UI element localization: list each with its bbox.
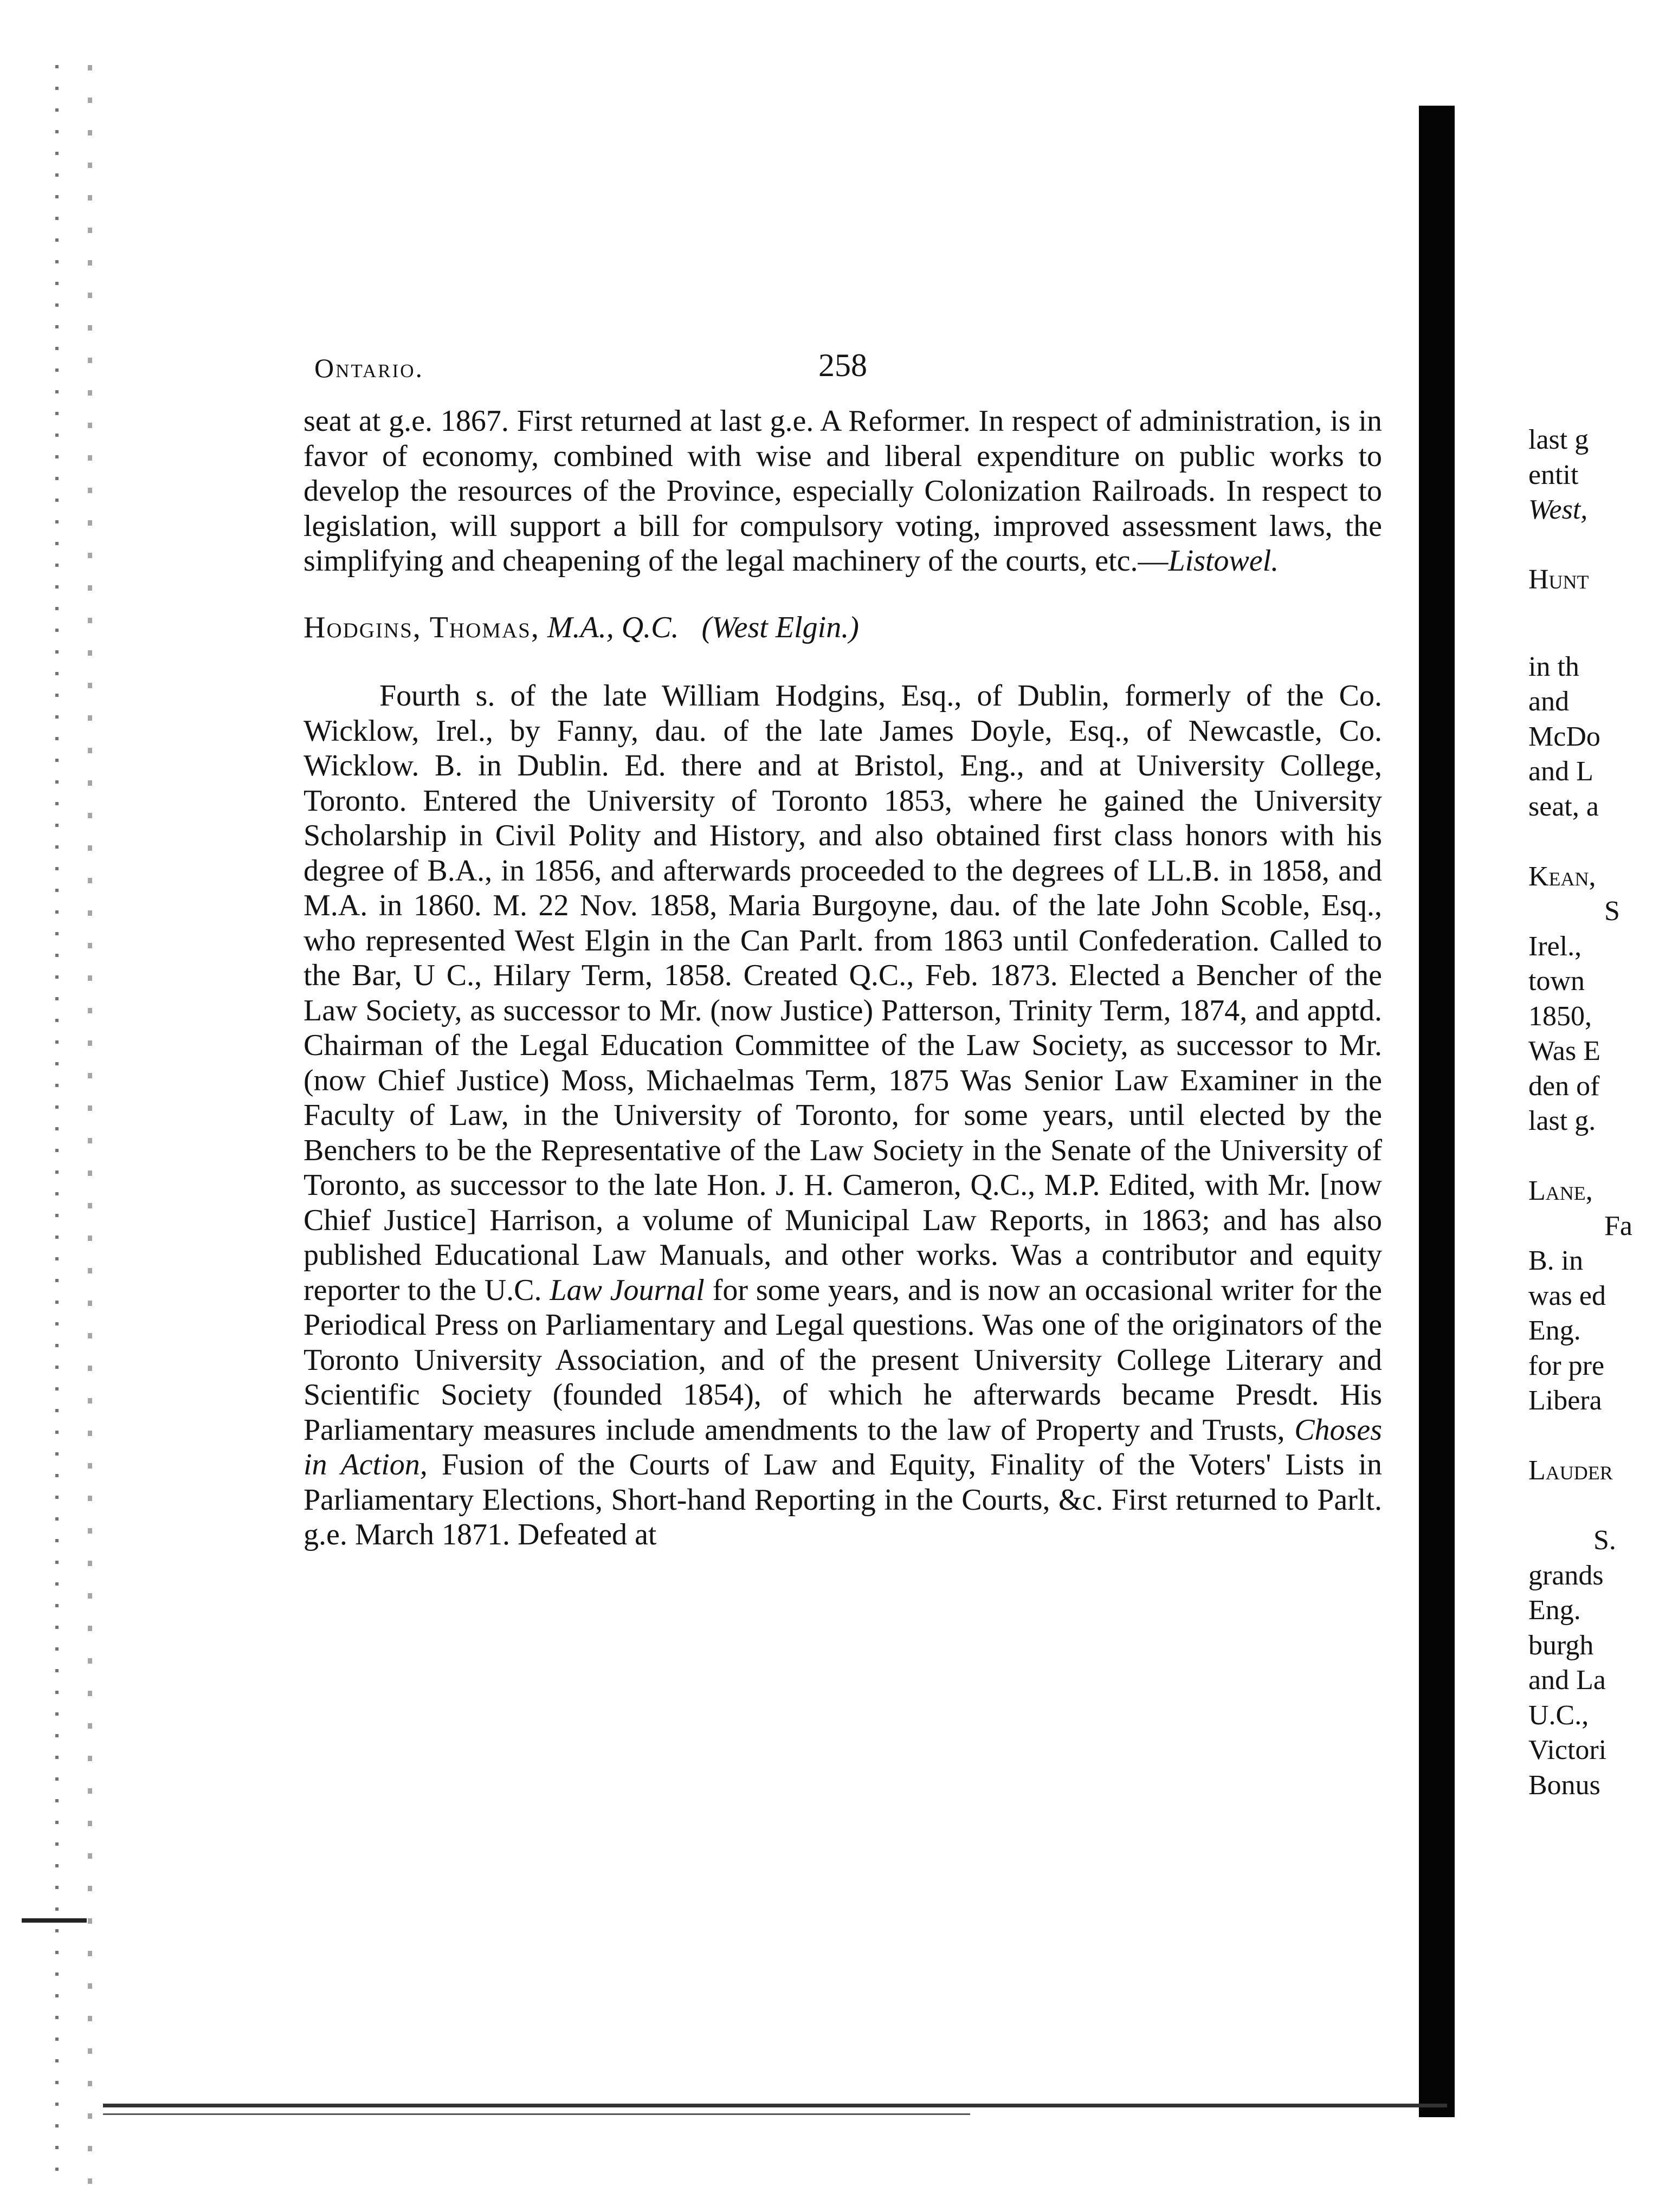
fragment-line: West, — [1528, 494, 1588, 525]
running-head: Ontario. — [314, 353, 424, 383]
fragment-heading: Lauder — [1528, 1455, 1613, 1486]
main-text-column — [304, 404, 1382, 1553]
fragment-gap — [1528, 824, 1672, 859]
fragment-line: grands — [1528, 1560, 1604, 1591]
fragment-line: Victori — [1528, 1735, 1607, 1765]
fragment-line: Fa — [1604, 1210, 1632, 1241]
fragment-line: last g. — [1528, 1105, 1596, 1136]
fragment-line: Was E — [1528, 1036, 1600, 1066]
fragment-gap — [1528, 1489, 1672, 1524]
scan-margin-mark — [22, 1918, 87, 1923]
scan-left-edge-artifacts — [39, 65, 104, 2189]
fragment-line: was ed — [1528, 1280, 1606, 1311]
page-number: 258 — [818, 347, 867, 383]
continuation-place: Listowel. — [1168, 544, 1279, 578]
fragment-gap — [1528, 1419, 1672, 1454]
bio-part-4: Choses in Action, — [304, 1413, 1382, 1482]
fragment-line: in th — [1528, 651, 1579, 682]
book-gutter-shadow — [1419, 106, 1455, 2117]
biography-paragraph — [304, 678, 1382, 1553]
fragment-line: Eng. — [1528, 1595, 1581, 1626]
entry-degrees: M.A., Q.C. — [547, 610, 679, 644]
fragment-line: and La — [1528, 1665, 1606, 1696]
fragment-line: McDo — [1528, 721, 1600, 752]
adjacent-page-column — [1528, 423, 1672, 2113]
page-bottom-rule-secondary — [103, 2113, 970, 2115]
fragment-line: Eng. — [1528, 1315, 1581, 1346]
fragment-line: entit — [1528, 459, 1579, 490]
fragment-line: den of — [1528, 1070, 1600, 1102]
fragment-line: Irel., — [1528, 930, 1582, 962]
fragment-gap — [1528, 1139, 1672, 1174]
bio-part-1: Fourth s. of the late William Hodgins, Esq., of Dublin, formerly of the Co. Wicklow, Irel., by Fanny, dau. of the late James Doyle, Esq., of Newcastle, Co. Wicklow. B. in Dublin. Ed. there and at Bristol, Eng., and at University College, Toronto. Entered the University of Toronto 1853, where he gained the University Scholarship in Civil Polity and History, and also obtained first class honors with his degree of B.A., in 1856, and afterwards proceeded to the degrees of LL.B. in 1858, and M.A. in 1860. M. 22 Nov. 1858, Maria Burgoyne, dau. of the late John Scoble, Esq., who represented West Elgin in the Can Parlt. from 1863 until Confederation. Called to the Bar, U C., Hilary Term, 1858. Created Q.C., Feb. 1873. Elected a Bencher of the Law Society, as successor to Mr. (now Justice) Patterson, Trinity Term, 1874, and apptd. Chairman of the Legal Education Committee of the Law Society, as successor to Mr. (now Chief Justice) Moss, Michaelmas Term, 1875 Was Senior Law Examiner in the Faculty of Law, in the University of Toronto, for some years, until elected by the Benchers to be the Representative of the Law Society in the Senate of the University of Toronto, as successor to the late Hon. J. H. Cameron, Q.C., M.P. Edited, with Mr. [now Chief Justice] Harrison, a volume of Municipal Law Reports, in 1863; and has also published Educational Law Manuals, and other works. Was a contributor and equity reporter to the U.C. — [304, 679, 1382, 1307]
fragment-line: last g — [1528, 424, 1589, 455]
fragment-line: burgh — [1528, 1629, 1594, 1661]
page-bottom-rule — [103, 2104, 1447, 2107]
fragment-line: 1850, — [1528, 1000, 1592, 1032]
fragment-heading: Lane, — [1528, 1175, 1593, 1206]
fragment-heading: Kean, — [1528, 861, 1596, 892]
fragment-line: S. — [1593, 1525, 1616, 1556]
bio-part-2: Law Journal — [550, 1273, 705, 1307]
bio-part-3: for some years, and is now an occasional writer for the Periodical Press on Parliamentary and Legal questions. Was one of the originators of the Toronto University Association, and of the present University College Literary and Scientific Society (founded 1854), of which he afterwards became Presdt. His Parliamentary measures include amendments to the law of Property and Trusts, — [304, 1273, 1382, 1447]
fragment-line: for pre — [1528, 1350, 1605, 1381]
fragment-line: and — [1528, 686, 1570, 717]
fragment-line: Bonus — [1528, 1769, 1600, 1801]
fragment-line: S — [1604, 896, 1620, 927]
continuation-paragraph — [304, 404, 1382, 579]
entry-heading — [304, 610, 1382, 645]
bio-part-5: Fusion of the Courts of Law and Equity, Finality of the Voters' Lists in Parliamentary Elections, Short-hand Reporting in the Courts, &c. First returned to Parlt. g.e. March 1871. Defeated at — [304, 1448, 1382, 1551]
fragment-gap — [1528, 598, 1672, 650]
fragment-line: seat, a — [1528, 791, 1599, 822]
fragment-line: B. in — [1528, 1245, 1584, 1276]
fragment-line: town — [1528, 966, 1585, 997]
fragment-line: U.C., — [1528, 1699, 1589, 1731]
fragment-line: Libera — [1528, 1385, 1602, 1416]
page-header — [314, 347, 1387, 396]
fragment-line: and L — [1528, 756, 1593, 787]
fragment-gap — [1528, 528, 1672, 563]
entry-constituency: (West Elgin.) — [701, 610, 859, 644]
fragment-heading: Hunt — [1528, 564, 1589, 595]
entry-name: Hodgins, Thomas, — [304, 610, 540, 644]
continuation-text: seat at g.e. 1867. First returned at last g.e. A Reformer. In respect of administration, is in favor of economy, combined with wise and liberal expenditure on public works to develop the resources of the Province, especially Colonization Railroads. In respect to legislation, will support a bill for compulsory voting, improved assessment laws, the simplifying and cheapening of the legal machinery of the courts, etc.— — [304, 404, 1382, 578]
